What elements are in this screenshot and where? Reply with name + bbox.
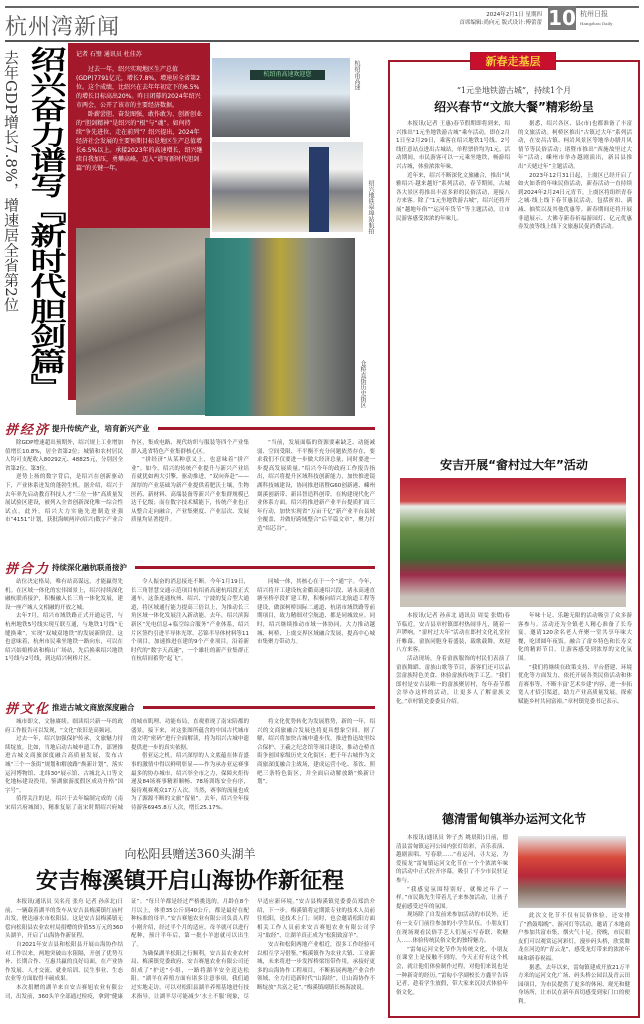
- date: 2024年2月1日 星期四: [486, 12, 542, 18]
- paragraph: 逆势上扬的数字背后，是绍兴在创新驱动下，产业体系迸发的蓬勃生机。据介绍，绍兴于去年率先启动教育科技人才“三位一体”高质量发展试验区建设，被列入全省创新深化唯一综合性试点。此外，绍兴大力实施先进制造业强市“4151”计划，获批海峡两岸(绍兴)数字产业合作区，集成电路、现代纺织与服装等四个产业集群入选省特色产业集群核心区。: [5, 440, 249, 524]
- feature-banner: 新春走基层: [470, 52, 556, 70]
- section-header: [5, 560, 375, 577]
- photo-caption: 仓桥直街历史街区: [359, 360, 366, 408]
- photo-caption: 绍兴地铁皋埠站航拍: [367, 180, 374, 234]
- paragraph: “当前，发展面临的资源要素缺乏、动能减弱、空间受限、不平衡不充分问题依然存在，要求我们不仅要进一步做大经济总量，同时要进一步提高发展质量。”绍兴今年的政府工作报告指出，绍兴将提升区域科技创新能力，加快推进镜湖科技城建设，协同推进诸暨G60创新港、嵊州剡溪创新带、新昌智造科创带。在构建现代化产业体系方面，绍兴将推进新产业平台提质扩面三年行动，加快实现省“万亩千亿”新产业平台县域全覆盖，并做好跨域整合“后半篇文章”，聚力打造“绍芯谷”。: [257, 440, 375, 532]
- section-key: 拼文化: [5, 701, 51, 717]
- section-body: [5, 439, 375, 557]
- paragraph: 为确保湖羊松阳之行顺利，安吉县农业农村局、梅溪镇党委政府、安吉赛旭农业有限公司还组成了“护送”小组，一路将湖羊安全送达松阳。“湖羊在养殖方面有诸多注意事项，我们通过实地走访，可以对松阳县湖羊养殖基地进行技术指导，让湖羊尽可能减少‘水土不服’现象，尽早适应新环境。”安吉县梅溪镇党委委员郑浩介绍，下一步，梅溪镇将定期派专业的技术人员前往松阳，送技术上门；同时，也会邀请松阳方面相关工作人员前来安吉赛旭农业有限公司学习“取经”，让湖羊真正成为“松阳致富羊”。: [131, 899, 375, 1000]
- story3-headline: 德清雷甸镇举办运河文化节: [441, 812, 586, 826]
- paragraph: 本报讯(通讯员 吴名亮 张舟 记者 孙彦北)日前，一辆载着湖羊的货车从安吉县梅溪镇红庙村出发，驶达丽水市松阳县。这是安吉县梅溪镇无偿向松阳县农业农村局捐赠的价值55万元的360头湖羊，开启了山海协作新征程。: [5, 899, 123, 940]
- story2-headline: 安吉开展“畲村过大年”活动: [440, 458, 588, 472]
- paragraph: 自2021年安吉县和松阳县开展山海协作结对工作以来，两地突破山水阻隔，开创了优势互补、长期合作、互惠共赢的良好局面，在产业协作发展、人才交流、就业培训、民生事业、生态农业等方面取得丰硕成果。: [5, 941, 123, 983]
- paragraph: 除GDP增速超出预期外，绍兴规上工业增加值增长10.8%，居全省第2位；城镇和农村居民人均可支配收入80292元、48825元，分别居全省第2位、第3位。: [5, 440, 123, 472]
- section-body: [5, 718, 375, 846]
- anji-headline: 安吉梅溪镇开启山海协作新征程: [35, 869, 344, 894]
- paragraph: 城市即文，文脉赓续。细读绍兴新一年的政府工作报告可以发现，“文化”依旧是高频词。: [5, 719, 123, 734]
- section-culture: [5, 700, 375, 846]
- lead-para: 过去一年，绍兴实现地区生产总值(GDP)7791亿元，增长7.8%，增速居全省第2位。这个成绩，比绍兴在去年年初定下的6.5%的增长目标高出20%。昨日闭幕的2024年绍兴市两会，公开了该市的主要经济数据。: [76, 66, 201, 109]
- photo-metro-station: [212, 142, 363, 232]
- paragraph: 安吉和松阳两地产业相近，很多工作经验可以相互学习借鉴。”梅溪镇作为农业大镇、工业新城，未来将进一步发挥桥梁纽带作用，承接好更多的山海协作工程项目，不断拓展两地产业合作领域，全力打造新时代“山海经”，让山海协作不断绽放“共富之花”。”梅溪镇副镇长杨海波说。: [257, 941, 375, 991]
- lead-subtitle: 去年GDP增长7.8%，增速居全省第2位: [2, 50, 20, 312]
- section-subtitle: 持续深化融杭联甬接沪: [52, 562, 128, 572]
- photo-canal-aerial: [205, 238, 355, 416]
- story1-body: [396, 120, 632, 426]
- section-header: [5, 700, 375, 717]
- section-economy: [5, 421, 375, 557]
- metro-sign-pillar: [309, 147, 329, 232]
- paragraph: 令人振奋的消息接连不断。今年1月19日，长三角智慧交通示范项目杭绍甬高速杭绍段正式通车。这条连通杭州、绍兴、宁波的复合型大通道，将区域通行能力提高三倍以上，为推动长三角区域一体化发展注入新动能。去年，绍兴滨海新区“光电信息+临空综合服务”产业体系，绍兴片区签约引进半导体光罩、芯锦半导体材料等11个项目，加速推进在建的9个产业项目。沿着新时代的“数字天高速”，一个雄壮的新产业集群正在杭绍间蓄势“起飞”。: [131, 579, 249, 663]
- paragraph: 据悉，绍兴各区、县(市)也都准备了丰富的文旅活动。柯桥区推出“古镇过大年”系列活动，在安昌古镇、柯岩风景区等地举办腊月风情节等民俗活动；诸暨市推出“西施故里过大年”活动；嵊州市举办越剧演出，新昌县推出“天姥过年”主题活动。: [518, 121, 632, 170]
- date-block: [400, 11, 542, 27]
- anji-body: [5, 898, 375, 1022]
- highway-sign: 杭绍甬高速欢迎您: [250, 70, 325, 80]
- paragraph: 同城一体，其核心在于一个“通”字。今年，绍兴将开工建设杭金衢高速绍兴段、诸永高速直塘至桥亭段扩建工程，积极向绍兴北航道工程等建设，做深柯桥国际二通道、杭诸市域铁路等前期项目，致力精细对空航道、都是同城效应。同时，绍兴继续推动市域一体协同，大力推动越城、柯桥、上虞交界区域融合发展，提高中心城市集聚力带动力。: [257, 579, 375, 646]
- section-bar: [158, 427, 375, 430]
- section-bar: [135, 566, 375, 569]
- logo-en: Hangzhou Daily: [580, 21, 613, 26]
- paragraph: 年味十足、乐趣无限的活动吸引了众多游客参与。活动还为全镇老人精心准备了长寿宴，邀请120余名老人齐聚一堂共享年味大餐，吃团圆年夜饭。融合了畲乡特色和长寿文化的精彩节目，让游客感受到浓厚的文化氛围。: [518, 613, 632, 662]
- paragraph: 此次文化节不仅有民俗体验，还安排了“渔鼓唱晚”、游河灯等活动，邀请了本地商户参加共富市集，烟火气十足。傍晚，市民朋友们可以观赏运河彩灯，漫步码头桥，欣赏舞龙在河边的“青云龙”，感受龙灯带来的浓浓年味和新春祝福。: [518, 913, 630, 962]
- paragraph: 站位决定格局，唯有站高谋远，才能赢得先机。在区域一体化的宏伟图景上，绍兴持续深化融杭联甬接沪，积极融入长三角一体化发展，建设一座产城人文相融的开放之城。: [5, 579, 123, 611]
- paragraph: 将文化优势转化为发展胜势，新的一年，绍兴的文商旅融合发展也将更具想象空间。据了解，绍兴将加快古城申遗步伐，推进鲁迅故里综合保护、王羲之纪念馆等项目建设，推动仓桥直街争创国家级历史文化街区；把千年古城作为文商旅深度融合主战场，建成运营小吃、茶饮、照吧三条特色街区，并全面启动解放路“焕新计划”。: [257, 719, 375, 786]
- logo-text: 杭州日报: [580, 10, 608, 18]
- header-rule: [5, 40, 639, 42]
- paragraph: 值得关注的是，绍兴于去年编制完成的《南宋绍兴府城图》，精准复原了南宋时期绍兴府城的城市肌理、功能布局，直观重现了南宋陪都的盛景。接下来，对这张图所蕴含的中国古代城市的文明“密码”进行全面解读，将为绍兴古城申遗提供进一步的真实依据。: [5, 719, 249, 811]
- story1-subtitle: “1元坐地铁游古城”，持续1个月: [456, 86, 572, 95]
- section-subtitle: 推进古城文商旅深度融合: [52, 702, 135, 712]
- section-title: 杭州湾新闻: [5, 15, 121, 40]
- byline: 记者 石璧 通讯员 杜佳苏: [76, 51, 142, 58]
- paragraph: 本次捐赠的湖羊来自安吉赛旭农业有限公司，出发前，360头羊全部通过检疫，拿到“健康证”。“每只羊都是经过严格挑选的，月龄在8个月以上，体重35公斤到40公斤，都是最好在配种标准的母羊。”安吉赛旭农业有限公司负责人程小刚介绍，经过半个月的适应，母羊就可以进行配种，预计半年后，第一批小羊崽就可以出生了。: [5, 899, 249, 1000]
- lead-para: 卧薪尝胆、奋发图强，敢作敢为、创新创业的“胆剑精神”是绍兴的“根”与“魂”。如何持续“争先进位、走在前列”？绍兴提出，2024年经济社会发展的主要预期目标是地区生产总值增长6.5%以上。承接2023年的高速增长，绍兴继续自我加压，勇攀高峰，迈入“谱写新时代胆剑篇”的关键一年。: [76, 111, 203, 172]
- paragraph: 现场除了自发前来参加活动的市民外，还有一支专门前往参加的小学生队伍。小朋友们在现场观看民俗手艺人们展示写春联、吹糖人……体验传统民俗文化的独特魅力。: [396, 912, 508, 945]
- photo-old-town-roofs: [76, 228, 210, 415]
- anji-subtitle: 向松阳县赠送360头湖羊: [124, 847, 256, 861]
- top-rule: [5, 6, 639, 8]
- photo-canal-festival: [518, 836, 626, 908]
- paragraph: 近年来，绍兴不断深化文旅融合，推出“风雅绍兴·越来越好”系列活动，春节期间，古城各大景区将推出丰富多彩的民俗活动，迎接八方来客。除了“1元坐地铁游古城”，绍兴还将开展“越地年俗”“运河年货节”等主题活动，让市民游客感受浓浓的年味儿。: [396, 172, 510, 222]
- section-key: 拼经济: [5, 422, 51, 438]
- paragraph: 本报讯(记者 孙彦北 通讯员 周雯 张熠)春节临近，安吉县章村镇郎村热闹非凡，随着一声锣响，“畲村过大年”活动在郎村文化礼堂拉开帷幕。畲族同胞身着盛装，载歌载舞，欢迎八方来客。: [396, 613, 510, 654]
- paragraph: 活动现场，身着畲族服饰的村民们表演了畲族舞蹈、畲族山歌等节目，游客们还可以品尝畲族特色美食、体验畲族传统手工艺。“我们郎村是安吉县唯一的畲族聚居村，每年春节都会举办这样的活动，让更多人了解畲族文化。”章村镇党委委员介绍。: [396, 655, 510, 705]
- section-body: [5, 578, 375, 703]
- paragraph: 过去一年，绍兴加强保护传承，文旅魅力持续绽放。比如，当地启动古城申遗工作，部署推进古城文商旅深度融合高质量发展，发布古城“三个一条街”规划和解放路“焕新计划”，落实运河博物馆、北纬30°展示馆、古城北入口等文化地标建设投用，鉴湖旅游度假区成功升格“国字号”。: [5, 736, 123, 794]
- paragraph: 本报讯(记者 王惠)春节假期即将到来，绍兴推出“1元坐地铁游古城”乘车活动，即在2月1日至2月29日，乘客在绍兴地铁1号线、2号线任意站点进出古城站，单程票价均为1元。活动期间，市民游客可以一元乘坐地铁，畅游绍兴古城，体验浓浓年味。: [396, 121, 510, 170]
- paragraph: “拼经济”从某种意义上，也意味着“拼产业”。如今，绍兴的传统产业提升与新兴产业培育就犹如两大引擎，驱动推进。“双向奔赴”——深厚的产业基础为新产业提供着肥沃土壤，生物医药、新材料、高端装备等新兴产业集群规模已达千亿级；而在数字技术赋能下，传统产业也正从整合走向融合，产业集聚度、产业层次、发展质量均显著提升。: [131, 457, 249, 524]
- story3-body-left: [396, 834, 508, 1014]
- paragraph: 去年7月，绍兴市域铁路正式开通运营，与杭州地铁5号线实现互联互通，与地铁1号线“无缝换乘”，实现“双城双地铁”的发展新阶段。这也意味着，杭州市民乘坐地铁一路向东，可以在绍兴姑娘桥站和梅山广场站，先后换乘绍兴地铁1号线与2号线，到达绍兴柯桥片区。: [5, 613, 123, 663]
- photo-caption: 杭绍甬高速: [353, 60, 360, 90]
- story3-body-right: [518, 912, 630, 1014]
- page-number: 10: [548, 6, 576, 30]
- paragraph: 2023年12月31日起，上虞区已经开启了如火如荼的年味民俗活动，新春活动一直持续到2024年2月24日元宵节。上虞区将组织青春之城·线上线下春节惠民活动，包括折扣、满减、抽奖以及其他优惠等。新春期间还将开展非遗展示、大佛寺新春祈福游园灯、亿元优惠券发放等线上线下文旅惠民促消费活动。: [518, 172, 632, 231]
- paragraph: “我感觉氛围特别好，就像过年了一样。”市民陈先生带着儿子来参加活动，让孩子提前感受过年的氛围。: [396, 886, 508, 910]
- section-header: [5, 421, 375, 438]
- story1-headline: 绍兴春节“文旅大餐”精彩纷呈: [434, 100, 594, 114]
- paragraph: “雷甸运河文化节作为传统文化，小朋友在课堂上是接触不到的，今天正好有这个机会，就让他们体验制作过程，对他们来说也是一种新奇的经历。”雷甸小学副校长方鑫平告诉记者，趁着学生放假，带大家来沉浸式体验年俗文化。: [396, 946, 508, 996]
- photo-she-village-new-year: [400, 478, 626, 607]
- section-bar: [143, 706, 375, 709]
- story2-body: [396, 612, 632, 777]
- photo-highway: [212, 58, 350, 137]
- paragraph: 据悉，去年以来，雷甸镇建成开放21万平方米的运河文化广场、码头桥公园以及青云田园项目，为市民提供了更多的休闲、观光和健身场所，让市民在新年真切感受到家门口的便利。: [518, 964, 630, 1005]
- paragraph: 借亚运之机，绍兴深厚的人文底蕴在体育盛事的激情中得以鲜明彰显——作为承办亚运赛事最多的协办城市，绍兴举全市之力，保障火炬传递及84场赛事精彩顺畅、78场训练安全有序，接待观赛观众17万人次。当然，赛事的流量也成为了源源不断的文旅“留量”。去年，绍兴全年接待游客6945.8万人次，增长25.17%。: [131, 753, 249, 811]
- section-key: 拼合力: [5, 561, 51, 577]
- editors: 首席编辑:尚向元 版式设计:傅蕾蕾: [459, 20, 542, 26]
- paragraph: “我们将继续在政策支持、平台搭建、环境优化等方面发力，依托开展各类民俗活动和体育赛事等，不断丰富‘艺术乡建’内容，进一步拓宽人才招引渠道，助力产业高质量发展，探索赋能乡村共同富裕。”章村镇党委书记表示。: [518, 664, 632, 705]
- newspaper-logo: [580, 10, 612, 28]
- section-synergy: [5, 560, 375, 703]
- section-subtitle: 提升传统产业，培育新兴产业: [52, 423, 150, 433]
- lead-intro: [76, 50, 204, 173]
- paragraph: 本报讯(通讯员 钟子杰 姚晨阳)日前，德清县雷甸镇运河公园内张灯结彩，音乐表演、越剧演唱、写春联……“看运河，寻大运，为爱接龙”雷甸镇运河文化节在一个个浓浓年味的活动中正式拉开序幕，吸引了不少市民驻足参与。: [396, 835, 508, 884]
- lead-headline: 绍兴奋力谱写『新时代胆剑篇』: [25, 46, 66, 399]
